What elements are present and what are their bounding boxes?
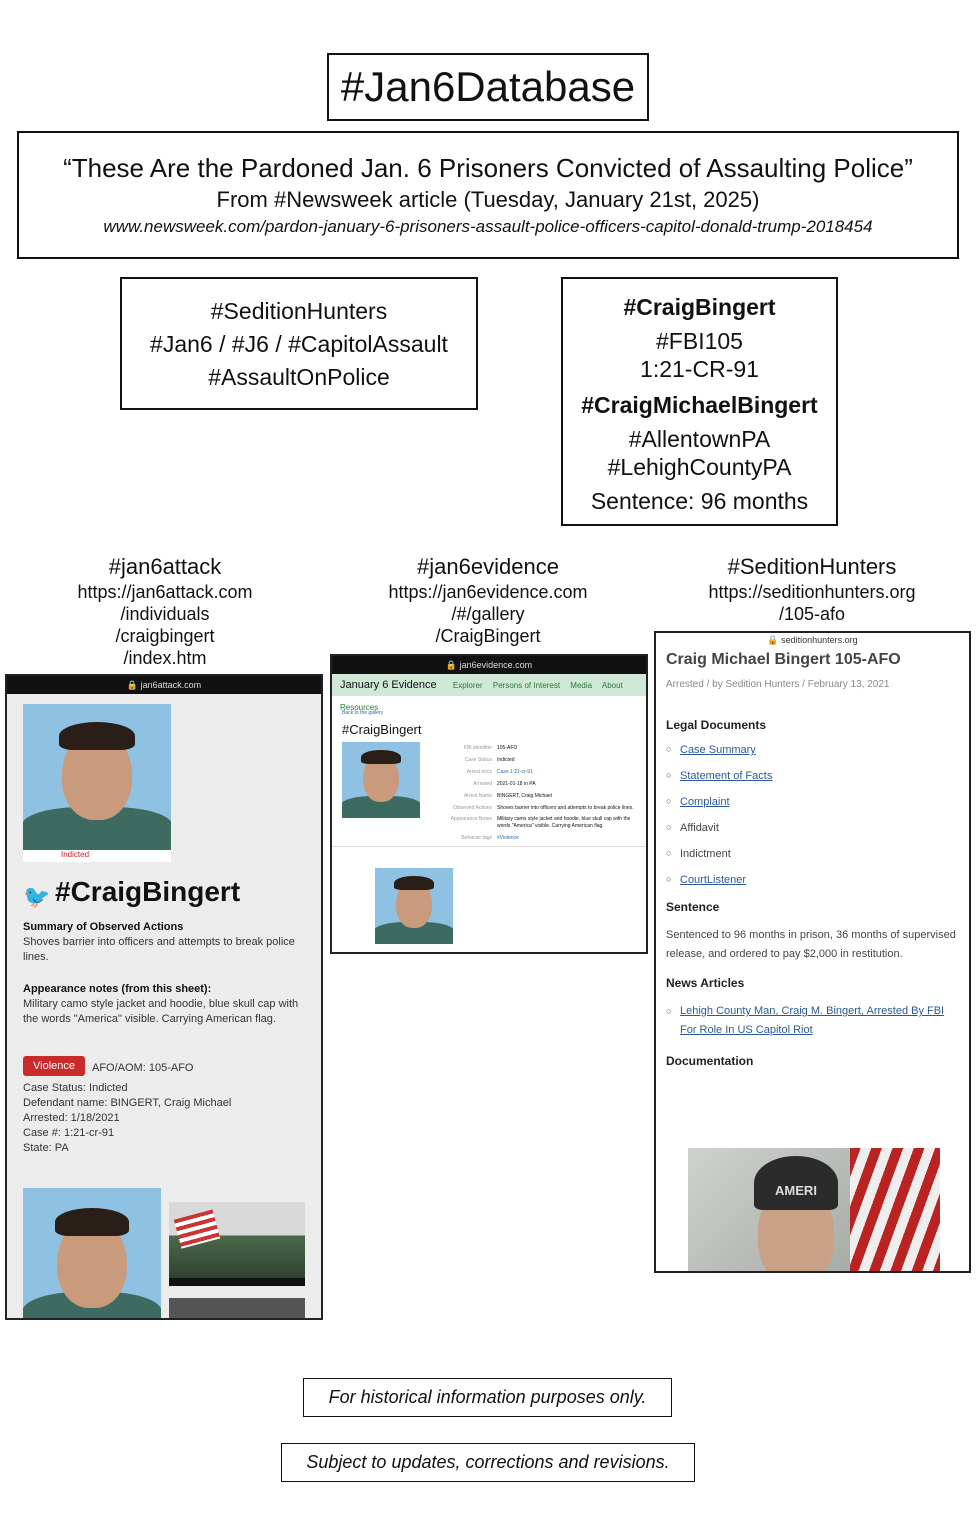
case-details bbox=[23, 1081, 308, 1156]
column-url-line[interactable]: https://jan6evidence.com bbox=[388, 582, 588, 602]
news-item[interactable] bbox=[666, 1002, 959, 1040]
document-item bbox=[666, 822, 959, 834]
detail-line: Arrested: 1/18/2021 bbox=[23, 1112, 120, 1124]
news-list bbox=[666, 1002, 959, 1040]
page-title: #Jan6Database bbox=[327, 53, 649, 121]
article-url: www.newsweek.com/pardon-january-6-prisoners-assault-police-officers-capitol-donald-trump-2018454 bbox=[103, 217, 873, 236]
site-nav bbox=[332, 674, 646, 712]
flag-image bbox=[174, 1209, 220, 1248]
article-title: Craig Michael Bingert 105-AFO bbox=[666, 651, 901, 668]
video-thumbnail[interactable] bbox=[169, 1298, 305, 1320]
jan6attack-screenshot bbox=[5, 674, 323, 1320]
nav-item[interactable]: Explorer bbox=[452, 681, 483, 690]
column-url-line[interactable]: /CraigBingert bbox=[435, 626, 541, 646]
column-jan6evidence bbox=[363, 553, 613, 647]
photo-hair bbox=[394, 876, 434, 890]
documentation-heading: Documentation bbox=[666, 1054, 754, 1068]
sentence-heading: Sentence bbox=[666, 900, 720, 914]
photo-hair bbox=[59, 722, 135, 750]
browser-url-bar[interactable]: 🔒 jan6attack.com bbox=[7, 676, 321, 694]
photo-hair bbox=[55, 1208, 129, 1236]
document-link[interactable]: CourtListener bbox=[680, 874, 747, 886]
seditionhunters-screenshot bbox=[654, 631, 971, 1273]
article-quote: “These Are the Pardoned Jan. 6 Prisoners Convicted of Assaulting Police” bbox=[63, 153, 913, 183]
flag-image bbox=[850, 1148, 940, 1273]
article-box bbox=[17, 131, 959, 259]
gallery-photo[interactable] bbox=[23, 1188, 161, 1320]
document-item[interactable] bbox=[666, 874, 959, 886]
field-row: Arrest docs Case 1:21-cr-91 bbox=[466, 769, 533, 775]
evidence-fields bbox=[432, 742, 644, 844]
cap-text: AMERI bbox=[775, 1183, 817, 1198]
document-item bbox=[666, 848, 959, 860]
skull-cap bbox=[754, 1156, 838, 1210]
field-row: Appearance Notes Military camo style jacket and hoodie, blue skull cap with the words "America" visible. Carrying American flag. bbox=[450, 816, 631, 829]
column-heading: #SeditionHunters bbox=[727, 554, 897, 579]
detail-line: State: PA bbox=[23, 1142, 69, 1154]
divider bbox=[332, 846, 646, 847]
documentation-photo[interactable] bbox=[688, 1148, 940, 1273]
detail-line: Case #: 1:21-cr-91 bbox=[23, 1127, 115, 1139]
sentence-text: Sentence: 96 months bbox=[590, 488, 809, 514]
document-item[interactable] bbox=[666, 796, 959, 808]
nav-item[interactable]: Media bbox=[570, 681, 593, 690]
appearance-section bbox=[23, 982, 308, 1027]
column-url-line[interactable]: https://jan6attack.com bbox=[77, 582, 253, 602]
person-name-tag: #CraigBingert bbox=[623, 294, 776, 320]
column-url-line[interactable]: /craigbingert bbox=[115, 626, 215, 646]
document-label: Indictment bbox=[680, 848, 731, 860]
document-link[interactable]: Statement of Facts bbox=[680, 770, 773, 782]
column-url-line[interactable]: /index.htm bbox=[123, 648, 207, 668]
browser-url-bar[interactable]: 🔒 jan6evidence.com bbox=[332, 656, 646, 674]
appearance-title: Appearance notes (from this sheet): bbox=[23, 983, 212, 995]
column-url-line[interactable]: /105-afo bbox=[778, 604, 846, 624]
county-tag: #LehighCountyPA bbox=[607, 454, 792, 480]
field-row: FBI identifier 105-AFO bbox=[463, 745, 518, 751]
field-row: Arrest Name BINGERT, Craig Michael bbox=[463, 793, 552, 799]
person-info-box bbox=[561, 277, 838, 526]
nav-item[interactable]: Resources bbox=[340, 703, 379, 712]
news-heading: News Articles bbox=[666, 976, 745, 990]
nav-item[interactable]: Persons of Interest bbox=[492, 681, 561, 690]
twitter-bird-icon[interactable]: 🐦 bbox=[23, 883, 51, 909]
person-full-name-tag: #CraigMichaelBingert bbox=[581, 392, 818, 418]
field-row: Arrested 2021-01-18 in PA bbox=[473, 781, 536, 787]
column-jan6attack bbox=[40, 553, 290, 669]
document-item[interactable] bbox=[666, 744, 959, 756]
mugshot-photo bbox=[23, 704, 171, 852]
summary-text: Shoves barrier into officers and attempts to break police lines. bbox=[23, 936, 295, 963]
violence-badge[interactable]: Violence bbox=[23, 1056, 85, 1076]
tag-line: #SeditionHunters bbox=[210, 298, 388, 324]
appearance-text: Military camo style jacket and hoodie, blue skull cap with the words "America" visible. Carrying American flag. bbox=[23, 998, 299, 1025]
column-url-line[interactable]: /#/gallery bbox=[451, 604, 525, 624]
article-meta: Arrested / by Sedition Hunters / February 13, 2021 bbox=[666, 679, 890, 690]
sentence-text: Sentenced to 96 months in prison, 36 months of supervised release, and ordered to pay $2,000 in restitution. bbox=[666, 929, 956, 960]
profile-hashtag-text: #CraigBingert bbox=[55, 876, 241, 907]
field-row: Case Status Indicted bbox=[464, 757, 515, 763]
field-row: Behavior tags #Violence bbox=[461, 835, 519, 841]
profile-hashtag bbox=[23, 876, 240, 908]
site-brand[interactable]: January 6 Evidence bbox=[340, 679, 437, 691]
jan6evidence-screenshot bbox=[330, 654, 648, 954]
document-item[interactable] bbox=[666, 770, 959, 782]
video-thumbnail[interactable] bbox=[169, 1202, 305, 1286]
tags-box bbox=[120, 277, 478, 410]
afo-label: AFO/AOM: 105-AFO bbox=[92, 1062, 194, 1074]
evidence-hashtag: #CraigBingert bbox=[342, 722, 422, 737]
city-tag: #AllentownPA bbox=[628, 426, 771, 452]
column-seditionhunters bbox=[682, 553, 942, 625]
legal-documents-list bbox=[666, 744, 959, 886]
mugshot-photo bbox=[342, 742, 420, 818]
gallery-photo[interactable] bbox=[375, 868, 453, 944]
footer-note: For historical information purposes only. bbox=[303, 1378, 672, 1417]
browser-url-bar[interactable]: 🔒 seditionhunters.org bbox=[656, 633, 969, 647]
article-source: From #Newsweek article (Tuesday, January 21st, 2025) bbox=[216, 187, 760, 212]
detail-line: Defendant name: BINGERT, Craig Michael bbox=[23, 1097, 232, 1109]
indicted-label: Indicted bbox=[23, 850, 171, 862]
video-controls[interactable] bbox=[169, 1278, 305, 1286]
photo-hair bbox=[361, 750, 401, 764]
legal-documents-heading: Legal Documents bbox=[666, 718, 767, 732]
document-link[interactable]: Complaint bbox=[680, 796, 730, 808]
detail-line: Case Status: Indicted bbox=[23, 1082, 128, 1094]
fbi-id: #FBI105 bbox=[656, 328, 743, 354]
tag-line: #AssaultOnPolice bbox=[208, 364, 390, 390]
document-link[interactable]: Case Summary bbox=[680, 744, 756, 756]
tag-line: #Jan6 / #J6 / #CapitolAssault bbox=[150, 331, 448, 357]
nav-item[interactable]: About bbox=[601, 681, 623, 690]
footer-note: Subject to updates, corrections and revisions. bbox=[281, 1443, 695, 1482]
case-number: 1:21-CR-91 bbox=[640, 356, 759, 382]
field-row: Observed Actions Shoves barrier into officers and attempts to break police lines. bbox=[452, 805, 634, 811]
column-heading: #jan6evidence bbox=[417, 554, 559, 579]
column-url-line[interactable]: https://seditionhunters.org bbox=[708, 582, 916, 602]
summary-title: Summary of Observed Actions bbox=[23, 921, 184, 933]
column-url-line[interactable]: /individuals bbox=[120, 604, 210, 624]
news-link[interactable]: Lehigh County Man, Craig M. Bingert, Arrested By FBI For Role In US Capitol Riot bbox=[680, 1005, 945, 1036]
summary-section bbox=[23, 920, 308, 965]
article-content bbox=[656, 651, 969, 1068]
document-label: Affidavit bbox=[680, 822, 719, 834]
back-link[interactable]: Back to the gallery bbox=[342, 710, 384, 716]
column-heading: #jan6attack bbox=[108, 554, 222, 579]
